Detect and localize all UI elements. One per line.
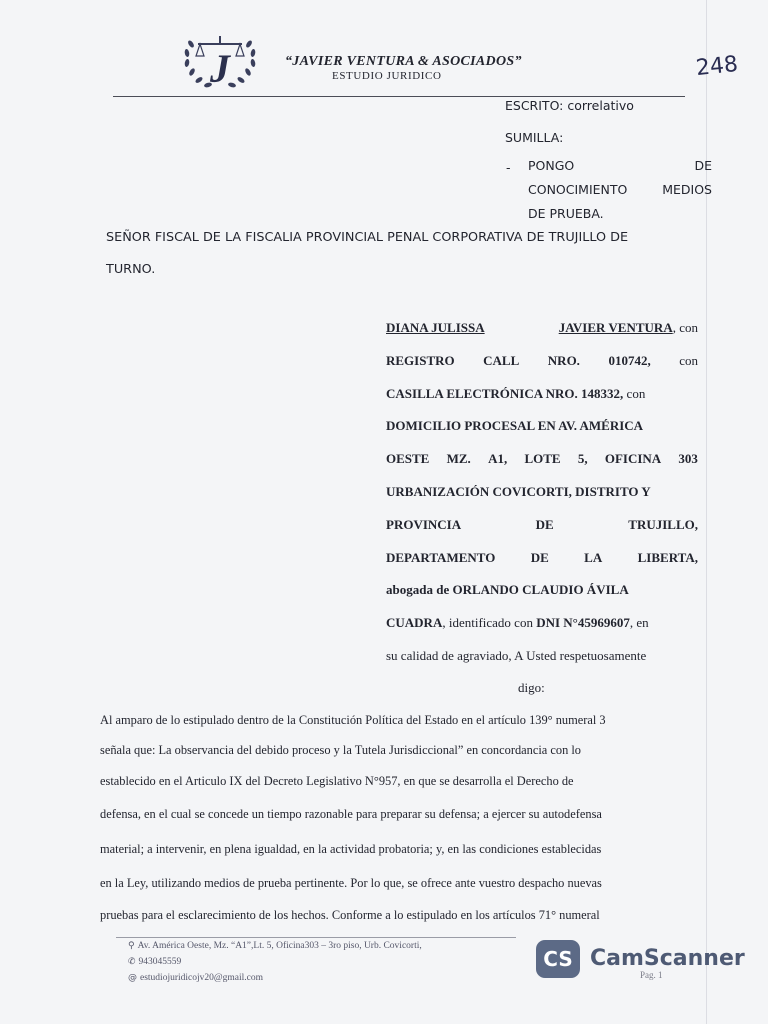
body-line: material; a intervenir, en plena igualdad, en la actividad probatoria; y, en las condiciones establecidas (100, 842, 602, 856)
party-name-first: DIANA JULISSA (386, 320, 485, 335)
camscanner-logo: CS (536, 940, 580, 978)
party-line (386, 418, 698, 434)
party-line (386, 517, 698, 533)
party-text: CASILLA ELECTRÓNICA NRO. 148332, (386, 386, 624, 401)
sumilla-word: PONGO (528, 158, 575, 173)
party-text: DOMICILIO PROCESAL EN AV. AMÉRICA (386, 418, 644, 433)
party-text: abogada de (386, 582, 453, 597)
escrito-label: ESCRITO: correlativo (505, 98, 634, 113)
body-line: Al amparo de lo estipulado dentro de la Constitución Política del Estado en el artículo 139° numeral 3 (100, 713, 606, 727)
client-surname: CUADRA (386, 615, 443, 630)
party-word: 303 (678, 451, 698, 466)
body-line: pruebas para el esclarecimiento de los hechos. Conforme a lo estipulado en los artículos 71° numeral (100, 908, 600, 922)
at-sign-icon: @ (128, 973, 137, 983)
addressee-line: TURNO. (106, 262, 156, 277)
party-word: MZ. (446, 451, 471, 466)
party-line (386, 550, 698, 566)
party-line (386, 484, 698, 500)
sumilla-word: CONOCIMIENTO (528, 182, 628, 197)
phone-icon: ✆ (128, 957, 136, 967)
location-pin-icon: ⚲ (128, 941, 135, 951)
body-line: en la Ley, utilizando medios de prueba pertinente. Por lo que, se ofrece ante vuestro despacho nuevas (100, 876, 602, 890)
party-word: 010742, (608, 353, 651, 368)
sumilla-line (528, 158, 712, 173)
party-text: URBANIZACIÓN COVICORTI, DISTRITO Y (386, 484, 651, 499)
camscanner-wordmark: CamScanner (590, 946, 745, 971)
party-word: LOTE (524, 451, 561, 466)
party-word: LA (584, 550, 603, 565)
party-word: LIBERTA, (637, 550, 698, 565)
party-word: con (679, 353, 698, 368)
footer-email (128, 973, 263, 983)
footer-address-text: Av. América Oeste, Mz. “A1”,Lt. 5, Oficina303 – 3ro piso, Urb. Covicorti, (137, 941, 422, 951)
addressee-line: SEÑOR FISCAL DE LA FISCALIA PROVINCIAL PENAL CORPORATIVA DE TRUJILLO DE (106, 230, 629, 245)
party-word: CALL (483, 353, 520, 368)
party-word: 5, (577, 451, 588, 466)
party-line (386, 386, 698, 402)
page-edge-divider (706, 0, 707, 1024)
party-word: NRO. (547, 353, 580, 368)
sumilla-word: DE (694, 158, 712, 173)
header-divider (113, 96, 685, 97)
party-word: DEPARTAMENTO (386, 550, 496, 565)
sumilla-line: DE PRUEBA. (528, 206, 604, 221)
party-line (386, 320, 698, 336)
page-label: Pag. 1 (640, 970, 663, 980)
firm-subtitle: ESTUDIO JURIDICO (332, 70, 442, 82)
party-word: REGISTRO (386, 353, 455, 368)
party-name-last: JAVIER VENTURA (558, 320, 673, 335)
sumilla-line (528, 182, 712, 197)
party-text: , identificado con (442, 615, 537, 630)
client-name: ORLANDO CLAUDIO ÁVILA (452, 582, 629, 597)
firm-name: “JAVIER VENTURA & ASOCIADOS” (285, 54, 522, 69)
footer-email-text: estudiojuridicojv20@gmail.com (140, 973, 263, 983)
sumilla-label: SUMILLA: (505, 130, 564, 145)
law-firm-logo (178, 30, 262, 96)
client-dni: DNI N°45969607 (536, 615, 630, 630)
party-line (386, 615, 698, 631)
party-text: su calidad de agraviado, A Usted respetuosamente (386, 648, 647, 663)
party-word: PROVINCIA (386, 517, 462, 532)
party-line (386, 353, 698, 369)
party-line (386, 648, 698, 664)
party-word: OFICINA (604, 451, 662, 466)
footer-divider (116, 937, 516, 938)
footer-phone (128, 957, 181, 967)
party-text: con (623, 386, 646, 401)
footer-address (128, 941, 422, 951)
party-line (386, 451, 698, 467)
body-line: defensa, en el cual se concede un tiempo razonable para preparar su defensa; a ejercer su autodefensa (100, 807, 602, 821)
party-word: A1, (488, 451, 508, 466)
party-text: , en (629, 615, 649, 630)
footer-phone-text: 943045559 (138, 957, 182, 967)
digo-text: digo: (518, 680, 545, 695)
party-word: TRUJILLO, (628, 517, 698, 532)
party-word: DE (535, 517, 554, 532)
party-line (386, 582, 698, 598)
sumilla-word: MEDIOS (662, 182, 712, 197)
body-line: señala que: La observancia del debido proceso y la Tutela Jurisdiccional” en concordancia con lo (100, 743, 582, 757)
party-text: , con (672, 320, 698, 335)
body-line: establecido en el Articulo IX del Decreto Legislativo N°957, en que se desarrolla el Derecho de (100, 774, 574, 788)
svg-text:J: J (210, 46, 230, 91)
handwritten-page-number: 248 (694, 51, 740, 82)
party-word: OESTE (386, 451, 430, 466)
party-word: DE (530, 550, 549, 565)
sumilla-bullet: - (506, 160, 511, 175)
